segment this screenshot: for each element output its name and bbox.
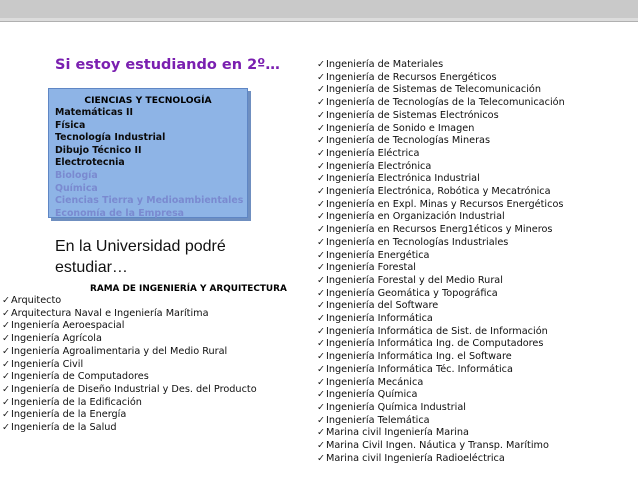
degree-label: Ingeniería de Tecnologías de la Telecomunicación (326, 97, 565, 109)
degree-item (317, 59, 565, 72)
science-technology-box (48, 88, 248, 218)
checkmark-icon: ✓ (2, 383, 10, 395)
degree-label: Ingeniería de Diseño Industrial y Des. del Producto (11, 383, 257, 395)
degree-label: Ingeniería Forestal (326, 262, 416, 274)
checkmark-icon: ✓ (317, 376, 325, 388)
degree-item (317, 250, 565, 263)
checkmark-icon: ✓ (2, 333, 10, 345)
degree-label: Ingeniería en Tecnologías Industriales (326, 236, 509, 248)
optional-subject-item: Biología (55, 169, 98, 181)
subject-item: Dibujo Técnico II (55, 144, 142, 156)
checkmark-icon: ✓ (317, 71, 325, 83)
degree-item (317, 199, 565, 212)
degree-item (317, 415, 565, 428)
degree-label: Ingeniería Forestal y del Medio Rural (326, 274, 503, 286)
checkmark-icon: ✓ (317, 249, 325, 261)
degree-item (317, 377, 565, 390)
checkmark-icon: ✓ (317, 389, 325, 401)
checkmark-icon: ✓ (317, 313, 325, 325)
degree-label: Ingeniería Civil (11, 358, 84, 370)
degree-label: Ingeniería de la Energía (11, 409, 127, 421)
checkmark-icon: ✓ (317, 224, 325, 236)
degree-item (317, 72, 565, 85)
degree-item (317, 453, 565, 466)
degree-item (317, 173, 565, 186)
checkmark-icon: ✓ (2, 307, 10, 319)
checkmark-icon: ✓ (317, 300, 325, 312)
checkmark-icon: ✓ (317, 440, 325, 452)
checkmark-icon: ✓ (2, 422, 10, 434)
university-intro-line: estudiar… (55, 259, 128, 276)
box-title: CIENCIAS Y TECNOLOGÍA (84, 95, 212, 106)
degree-item (317, 389, 565, 402)
degree-item (317, 262, 565, 275)
degree-item (2, 308, 257, 321)
degree-label: Ingeniería de Materiales (326, 59, 444, 70)
optional-subject-item: Ciencias Tierra y Medioambientales (55, 195, 244, 207)
degree-item (317, 402, 565, 415)
subject-item: Tecnología Industrial (55, 132, 166, 144)
degree-item (317, 364, 565, 377)
university-intro-line: En la Universidad podré (55, 238, 226, 255)
degree-item (2, 333, 257, 346)
checkmark-icon: ✓ (317, 59, 325, 70)
checkmark-icon: ✓ (317, 135, 325, 147)
degree-item (2, 371, 257, 384)
degree-label: Ingeniería Agroalimentaria y del Medio Rural (11, 345, 228, 357)
degree-label: Ingeniería Informática de Sist. de Información (326, 325, 548, 337)
degree-label: Ingeniería en Recursos Energ1éticos y Mineros (326, 224, 553, 236)
degree-item (317, 338, 565, 351)
degree-item (317, 123, 565, 136)
degree-label: Ingeniería de Sistemas Electrónicos (326, 109, 499, 121)
left-degree-list (2, 295, 257, 435)
degree-item (317, 427, 565, 440)
degree-label: Ingeniería Agrícola (11, 333, 102, 345)
degree-label: Ingeniería en Expl. Minas y Recursos Energéticos (326, 198, 564, 210)
checkmark-icon: ✓ (317, 147, 325, 159)
degree-item (317, 211, 565, 224)
degree-item (317, 326, 565, 339)
checkmark-icon: ✓ (317, 122, 325, 134)
degree-item (317, 186, 565, 199)
degree-label: Ingeniería de Computadores (11, 371, 149, 383)
degree-label: Ingeniería de Sonido e Imagen (326, 122, 475, 134)
degree-label: Ingeniería del Software (326, 300, 439, 312)
subject-item: Matemáticas II (55, 107, 133, 118)
degree-label: Ingeniería de Tecnologías Mineras (326, 135, 491, 147)
degree-label: Arquitecto (11, 295, 62, 306)
degree-item (2, 346, 257, 359)
checkmark-icon: ✓ (2, 409, 10, 421)
checkmark-icon: ✓ (2, 358, 10, 370)
checkmark-icon: ✓ (317, 236, 325, 248)
degree-item (317, 275, 565, 288)
degree-item (317, 97, 565, 110)
degree-item (2, 359, 257, 372)
checkmark-icon: ✓ (317, 173, 325, 185)
degree-item (2, 384, 257, 397)
degree-label: Ingeniería Química (326, 389, 418, 401)
optional-subject-item: Economía de la Empresa (55, 207, 184, 219)
degree-item (317, 237, 565, 250)
degree-item (317, 148, 565, 161)
degree-label: Ingeniería Informática Ing. de Computadores (326, 338, 544, 350)
checkmark-icon: ✓ (2, 345, 10, 357)
degree-label: Ingeniería Eléctrica (326, 147, 420, 159)
degree-item (2, 397, 257, 410)
slide-heading: Si estoy estudiando en 2º… (55, 57, 280, 73)
degree-item (317, 313, 565, 326)
checkmark-icon: ✓ (2, 371, 10, 383)
degree-label: Marina civil Ingeniería Marina (326, 427, 469, 439)
degree-item (2, 320, 257, 333)
subject-list (55, 107, 243, 220)
checkmark-icon: ✓ (317, 427, 325, 439)
degree-item (317, 161, 565, 174)
checkmark-icon: ✓ (317, 274, 325, 286)
slide-top-band (0, 0, 638, 18)
checkmark-icon: ✓ (317, 363, 325, 375)
checkmark-icon: ✓ (317, 262, 325, 274)
checkmark-icon: ✓ (317, 84, 325, 96)
checkmark-icon: ✓ (2, 320, 10, 332)
optional-subject-item: Química (55, 182, 98, 194)
degree-label: Ingeniería Geomática y Topográfica (326, 287, 498, 299)
degree-label: Ingeniería Química Industrial (326, 401, 466, 413)
degree-label: Ingeniería de la Edificación (11, 396, 142, 408)
degree-label: Ingeniería Electrónica (326, 160, 432, 172)
degree-label: Ingeniería de Sistemas de Telecomunicación (326, 84, 542, 96)
subject-item: Electrotecnia (55, 157, 125, 169)
checkmark-icon: ✓ (317, 351, 325, 363)
degree-label: Arquitectura Naval e Ingeniería Marítima (11, 307, 209, 319)
degree-item (317, 224, 565, 237)
checkmark-icon: ✓ (317, 401, 325, 413)
degree-label: Ingeniería Electrónica Industrial (326, 173, 480, 185)
degree-label: Marina Civil Ingen. Náutica y Transp. Marítimo (326, 440, 549, 452)
checkmark-icon: ✓ (317, 109, 325, 121)
checkmark-icon: ✓ (317, 198, 325, 210)
degree-item (317, 440, 565, 453)
degree-label: Ingeniería Mecánica (326, 376, 424, 388)
checkmark-icon: ✓ (317, 338, 325, 350)
checkmark-icon: ✓ (317, 211, 325, 223)
right-degree-list (317, 59, 565, 466)
degree-label: Ingeniería Energética (326, 249, 430, 261)
degree-label: Ingeniería Informática (326, 313, 433, 325)
degree-label: Ingeniería Informática Ing. el Software (326, 351, 512, 363)
university-intro (55, 236, 226, 278)
degree-label: Ingeniería Informática Téc. Informática (326, 363, 513, 375)
degree-item (317, 288, 565, 301)
degree-label: Marina civil Ingeniería Radioeléctrica (326, 452, 505, 464)
degree-label: Ingeniería de Recursos Energéticos (326, 71, 497, 83)
degree-label: Ingeniería en Organización Industrial (326, 211, 505, 223)
slide-top-divider (0, 21, 638, 22)
checkmark-icon: ✓ (317, 287, 325, 299)
degree-item (317, 84, 565, 97)
checkmark-icon: ✓ (317, 325, 325, 337)
degree-label: Ingeniería Electrónica, Robótica y Mecatrónica (326, 186, 551, 198)
checkmark-icon: ✓ (2, 396, 10, 408)
checkmark-icon: ✓ (2, 295, 10, 306)
checkmark-icon: ✓ (317, 97, 325, 109)
degree-label: Ingeniería Aeroespacial (11, 320, 125, 332)
degree-item (2, 422, 257, 435)
degree-item (317, 110, 565, 123)
degree-label: Ingeniería Telemática (326, 414, 430, 426)
degree-item (317, 300, 565, 313)
checkmark-icon: ✓ (317, 186, 325, 198)
degree-label: Ingeniería de la Salud (11, 422, 117, 434)
degree-item (317, 351, 565, 364)
degree-item (2, 295, 257, 308)
branch-title: RAMA DE INGENIERÍA Y ARQUITECTURA (90, 284, 287, 294)
degree-item (2, 409, 257, 422)
checkmark-icon: ✓ (317, 160, 325, 172)
checkmark-icon: ✓ (317, 452, 325, 464)
degree-item (317, 135, 565, 148)
checkmark-icon: ✓ (317, 414, 325, 426)
subject-item: Física (55, 119, 86, 131)
